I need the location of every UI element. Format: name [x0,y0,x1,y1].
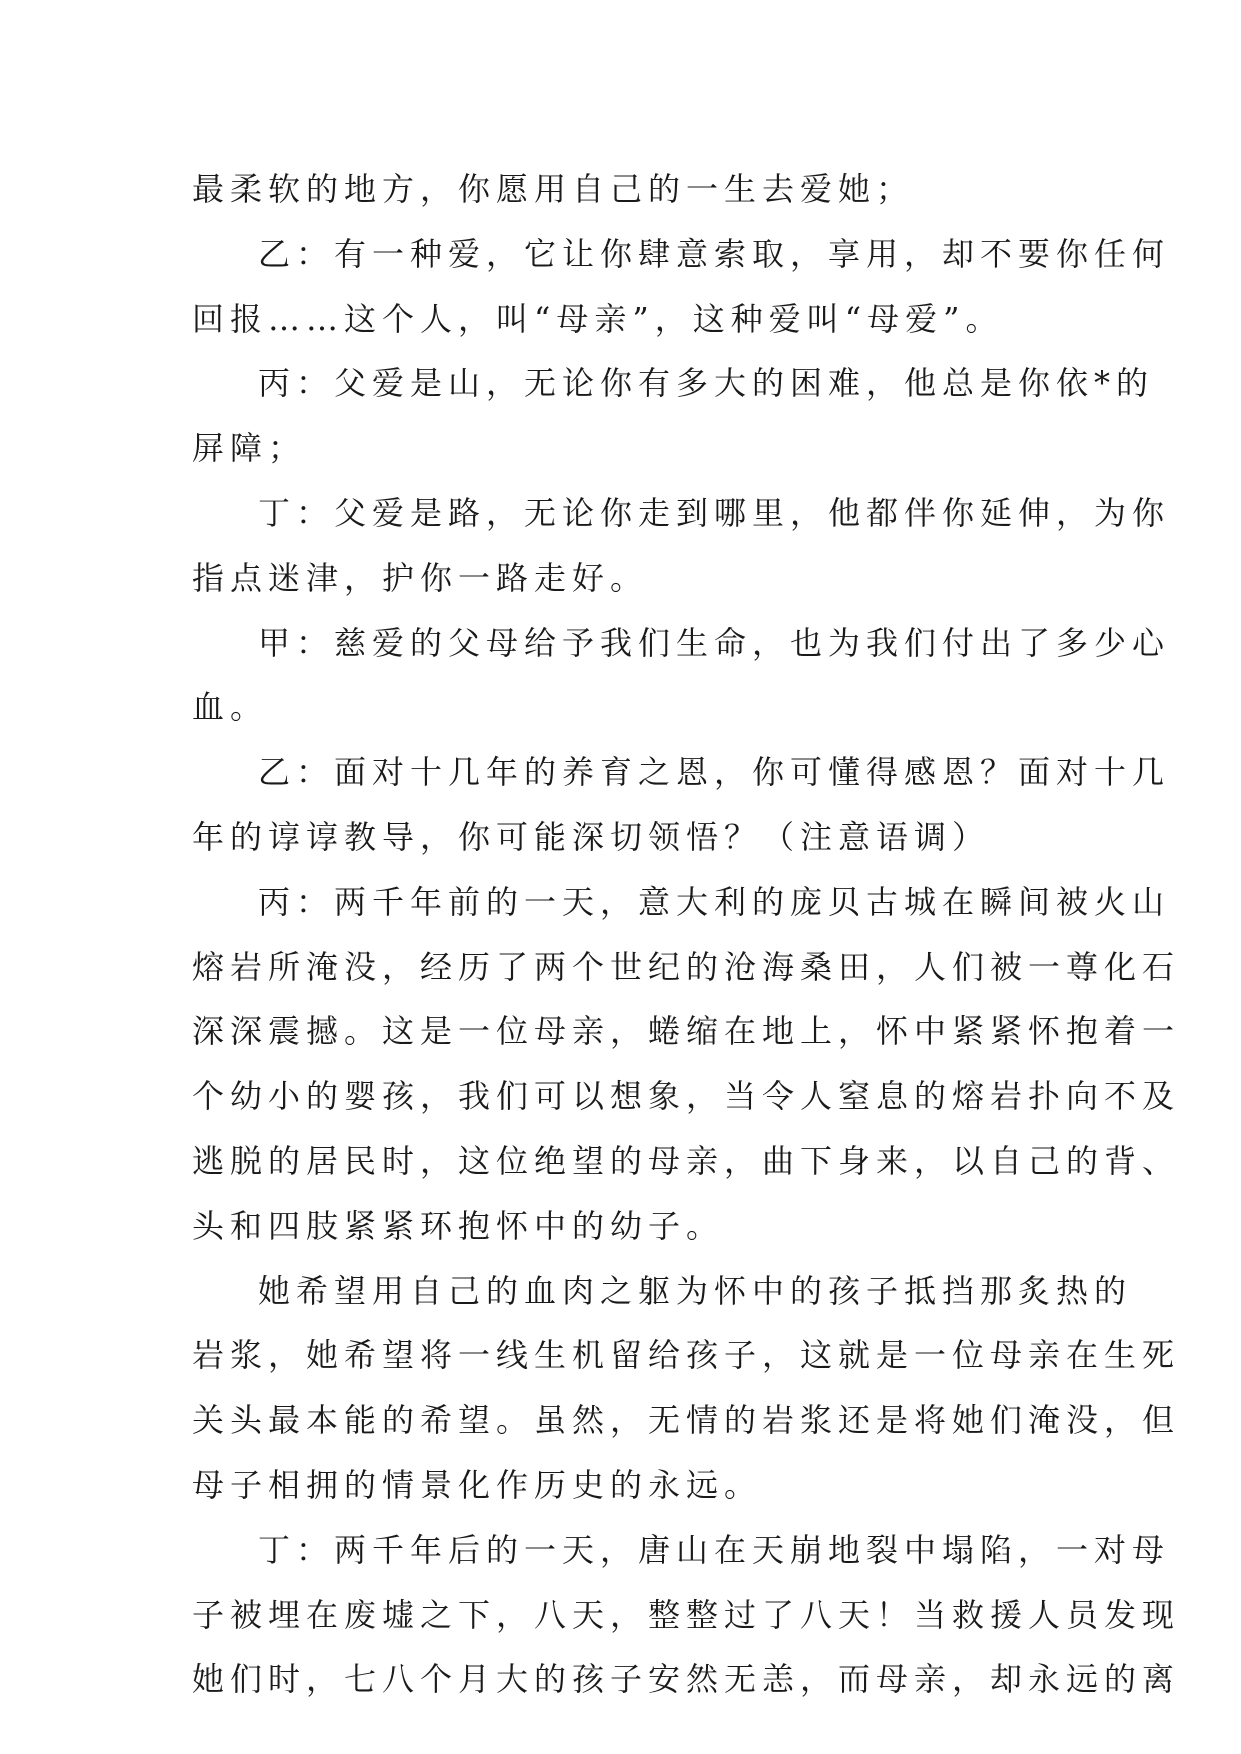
text-line: 岩浆，她希望将一线生机留给孩子，这就是一位母亲在生死 [192,1336,1181,1375]
text-line: 屏障； [192,429,307,468]
text-line: 逃脱的居民时，这位绝望的母亲，曲下身来，以自己的背、 [192,1141,1181,1180]
text-line: 甲：慈爱的父母给予我们生命，也为我们付出了多少心 [258,623,1171,662]
text-line: 她希望用自己的血肉之躯为怀中的孩子抵挡那炙热的 [258,1271,1133,1310]
text-line: 年的谆谆教导，你可能深切领悟？（注意语调） [192,817,991,856]
text-line: 个幼小的婴孩，我们可以想象，当令人窒息的熔岩扑向不及 [192,1077,1181,1116]
text-line: 丙：两千年前的一天，意大利的庞贝古城在瞬间被火山 [258,882,1171,921]
text-line: 指点迷津，护你一路走好。 [192,558,649,597]
text-line: 血。 [192,688,269,727]
text-line: 最柔软的地方，你愿用自己的一生去爱她； [192,170,915,208]
text-line: 乙：有一种爱，它让你肆意索取，享用，却不要你任何 [258,234,1171,273]
text-line: 她们时，七八个月大的孩子安然无恙，而母亲，却永远的离 [192,1660,1181,1699]
text-line: 关头最本能的希望。虽然，无情的岩浆还是将她们淹没，但 [192,1401,1181,1440]
text-line: 熔岩所淹没，经历了两个世纪的沧海桑田，人们被一尊化石 [192,947,1181,986]
text-line: 回报……这个人，叫“母亲”，这种爱叫“母爱”。 [192,299,1004,338]
text-line: 丙：父爱是山，无论你有多大的困难，他总是你依*的 [258,364,1155,403]
text-line: 头和四肢紧紧环抱怀中的幼子。 [192,1206,725,1245]
text-line: 丁：父爱是路，无论你走到哪里，他都伴你延伸，为你 [258,493,1171,532]
document-body [192,157,1181,1712]
text-line: 母子相拥的情景化作历史的永远。 [192,1465,763,1504]
text-line: 乙：面对十几年的养育之恩，你可懂得感恩？面对十几 [258,753,1171,792]
text-line: 深深震撼。这是一位母亲，蜷缩在地上，怀中紧紧怀抱着一 [192,1012,1181,1051]
text-line: 丁：两千年后的一天，唐山在天崩地裂中塌陷，一对母 [258,1530,1171,1569]
text-line: 子被埋在废墟之下，八天，整整过了八天！当救援人员发现 [192,1595,1181,1634]
